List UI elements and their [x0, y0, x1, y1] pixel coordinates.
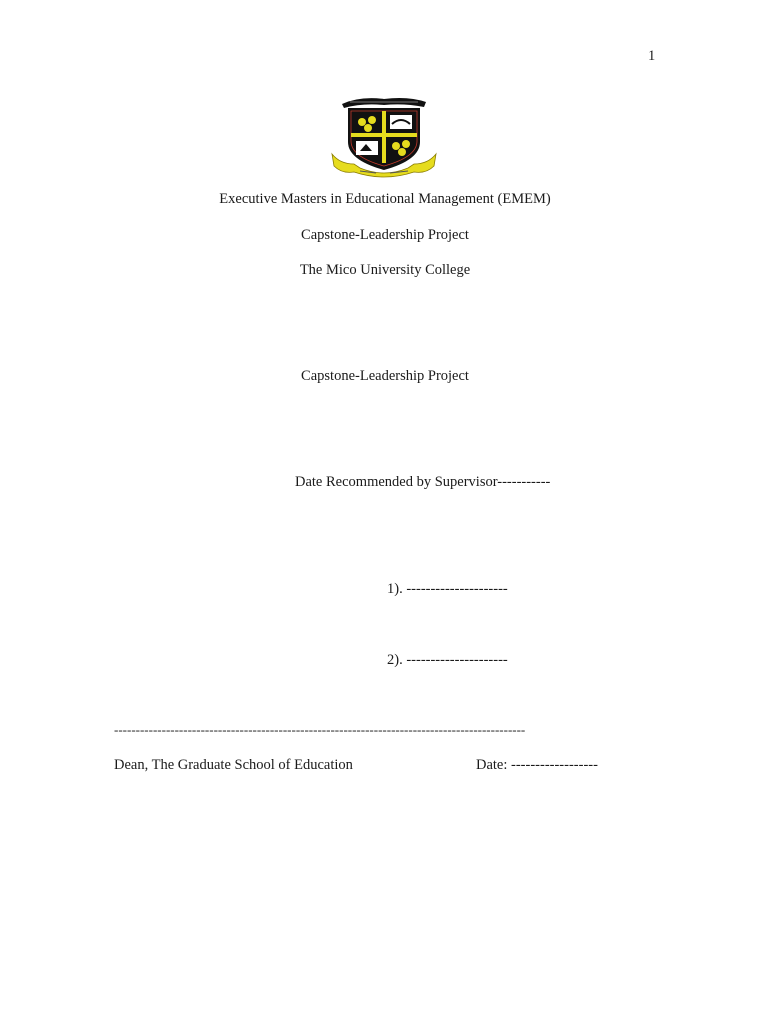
page-number: 1 [648, 48, 656, 64]
project-type: Capstone-Leadership Project [301, 227, 469, 243]
program-title: Executive Masters in Educational Management (EMEM) [219, 191, 551, 207]
signature-line-1: 1). --------------------- [387, 581, 508, 597]
institution-name: The Mico University College [299, 262, 471, 278]
dean-label: Dean, The Graduate School of Education [114, 757, 353, 773]
university-crest-icon [330, 94, 438, 178]
signature-line-2: 2). --------------------- [387, 652, 508, 668]
date-label: Date: ------------------ [476, 757, 598, 773]
dean-signature-line: ----------------------------------------------------------------------------------------------- [114, 722, 526, 737]
date-recommended: Date Recommended by Supervisor----------- [295, 474, 551, 490]
project-title: Capstone-Leadership Project [301, 368, 469, 384]
